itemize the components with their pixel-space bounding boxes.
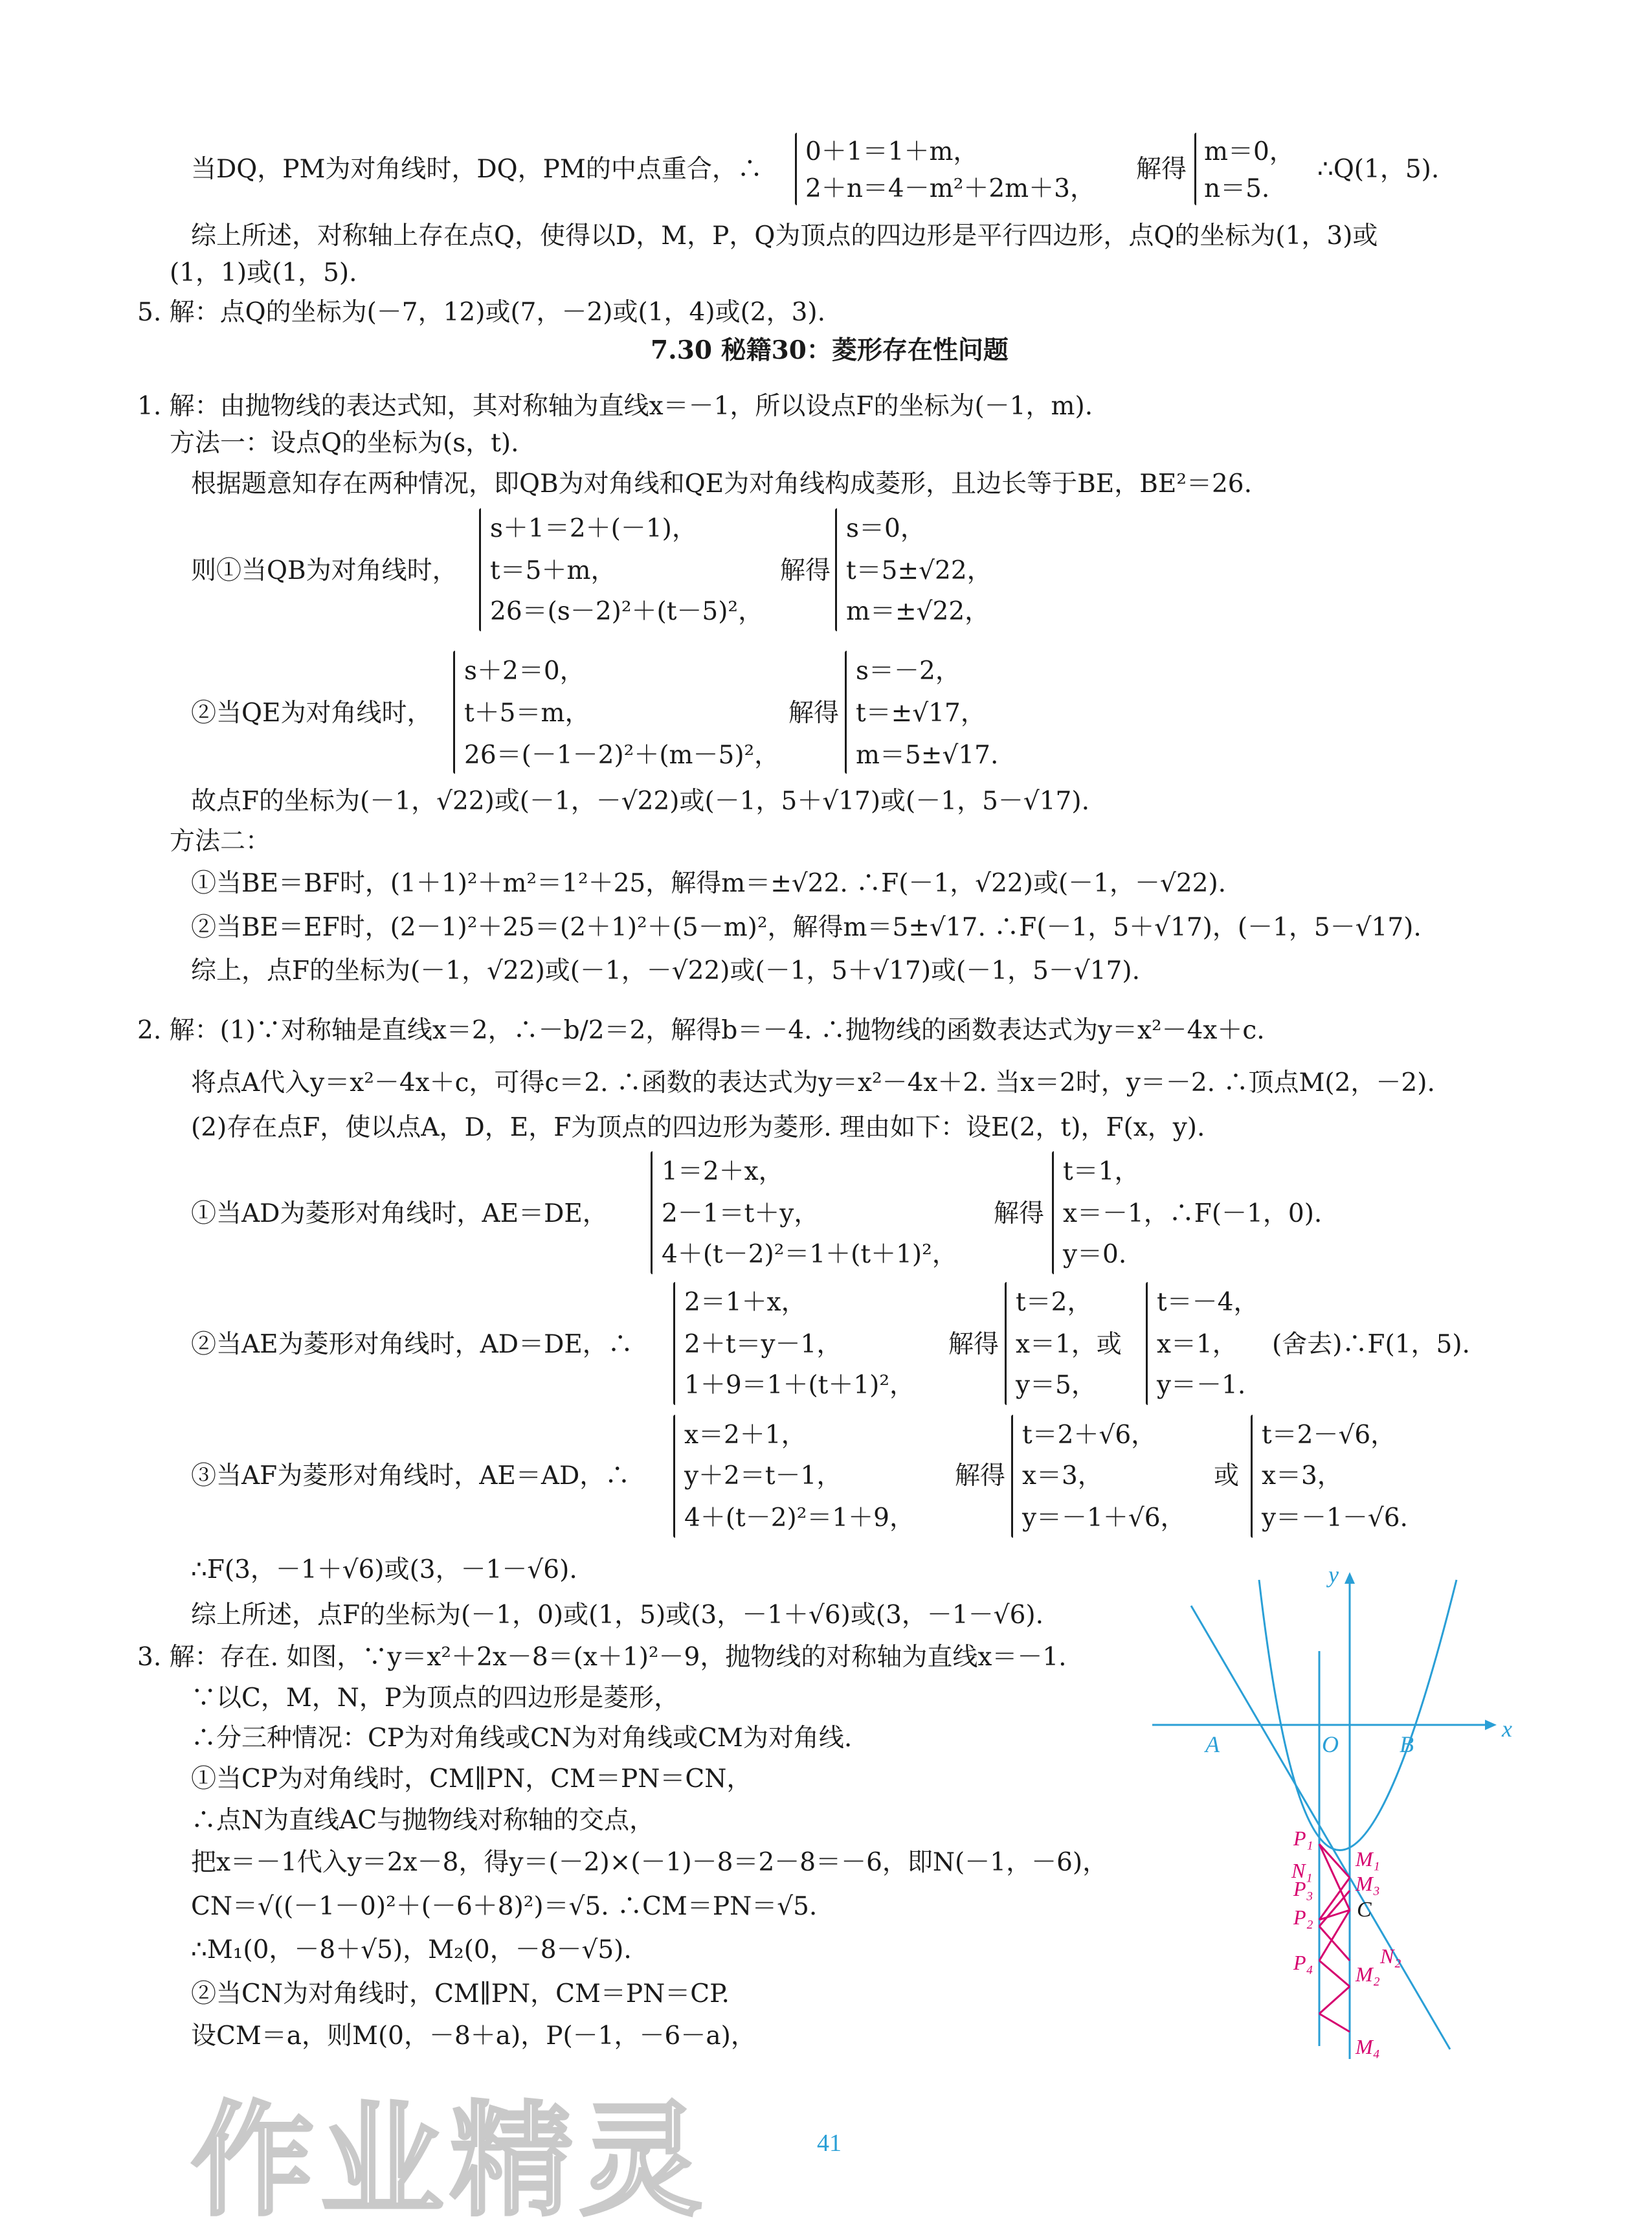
point-label: M₁ bbox=[1356, 1847, 1380, 1871]
brace bbox=[1251, 1415, 1253, 1538]
text-line: y＝－1. bbox=[1157, 1371, 1246, 1400]
brace bbox=[1052, 1151, 1054, 1274]
text-line: y＝－1－√6. bbox=[1262, 1503, 1408, 1533]
point-label: M₃ bbox=[1356, 1872, 1380, 1895]
text-line: m＝5±√17. bbox=[856, 741, 999, 770]
point-label: P₃ bbox=[1293, 1877, 1313, 1900]
text-line: 26＝(－1－2)²＋(m－5)²， bbox=[464, 741, 780, 770]
text-line: 解得 bbox=[955, 1461, 1006, 1491]
text-line: 解得 bbox=[994, 1199, 1045, 1228]
text-line: y＝－1＋√6， bbox=[1022, 1503, 1186, 1533]
text-line: m＝±√22， bbox=[846, 597, 990, 626]
text-line: ∴F(3，－1＋√6)或(3，－1－√6). bbox=[191, 1555, 577, 1584]
text-line: n＝5. bbox=[1204, 174, 1270, 203]
axis-label-x: x bbox=[1502, 1716, 1512, 1742]
text-line: 或 bbox=[1214, 1461, 1240, 1491]
brace bbox=[1011, 1415, 1013, 1538]
text-line: ①当BE＝BF时，(1＋1)²＋m²＝1²＋25，解得m＝±√22. ∴F(－1，√22)或(－1，－√22). bbox=[191, 869, 1227, 898]
text-line: t＝2－√6， bbox=[1262, 1421, 1396, 1450]
construction-line bbox=[1319, 1986, 1350, 2014]
text-line: CN＝√((－1－0)²＋(－6＋8)²)＝√5. ∴CM＝PN＝√5. bbox=[191, 1892, 818, 1921]
text-line: 2＋n＝4－m²＋2m＋3， bbox=[805, 174, 1095, 203]
text-line: t＝1， bbox=[1063, 1157, 1140, 1186]
text-line: 1. 解：由抛物线的表达式知，其对称轴为直线x＝－1，所以设点F的坐标为(－1，m). bbox=[137, 392, 1093, 421]
point-label: A bbox=[1205, 1731, 1220, 1757]
brace bbox=[835, 508, 837, 631]
text-line: m＝0， bbox=[1204, 137, 1295, 166]
text-line: 当DQ，PM为对角线时，DQ，PM的中点重合，∴ bbox=[191, 155, 763, 184]
text-line: x＝1， bbox=[1157, 1330, 1238, 1359]
text-line: 4＋(t－2)²＝1＋9， bbox=[684, 1503, 915, 1533]
text-line: (舍去)∴F(1，5). bbox=[1272, 1330, 1470, 1359]
text-line: 则①当QB为对角线时， bbox=[191, 556, 458, 585]
text-line: 2. 解：(1)∵对称轴是直线x＝2，∴－b/2＝2，解得b＝－4. ∴抛物线的函数表达式为y＝x²－4x＋c. bbox=[137, 1016, 1265, 1045]
text-line: t＋5＝m， bbox=[464, 699, 590, 728]
text-line: x＝2＋1， bbox=[684, 1421, 807, 1450]
text-line: 26＝(s－2)²＋(t－5)²， bbox=[490, 597, 764, 626]
text-line: 解得 bbox=[788, 699, 840, 728]
text-line: ∵以C，M，N，P为顶点的四边形是菱形， bbox=[191, 1683, 680, 1713]
text-line: 把x＝－1代入y＝2x－8，得y＝(－2)×(－1)－8＝2－8＝－6，即N(－1，－6)， bbox=[191, 1848, 1108, 1877]
brace bbox=[845, 651, 847, 774]
text-line: 设CM＝a，则M(0，－8＋a)，P(－1，－6－a)， bbox=[191, 2021, 756, 2051]
text-line: 1＝2＋x， bbox=[662, 1157, 784, 1186]
text-line: x＝－1，∴F(－1，0). bbox=[1063, 1199, 1323, 1228]
point-label: P₄ bbox=[1293, 1951, 1313, 1974]
parabola-figure bbox=[1152, 1567, 1515, 2059]
text-line: 综上所述，点F的坐标为(－1，0)或(1，5)或(3，－1＋√6)或(3，－1－√6). bbox=[191, 1601, 1044, 1630]
point-label: M₄ bbox=[1356, 2035, 1380, 2058]
text-line: ③当AF为菱形对角线时，AE＝AD，∴ bbox=[191, 1461, 631, 1491]
point-label: B bbox=[1400, 1731, 1414, 1757]
text-line: 2＋t＝y－1， bbox=[684, 1330, 842, 1359]
text-line: ②当BE＝EF时，(2－1)²＋25＝(2＋1)²＋(5－m)²，解得m＝5±√17. ∴F(－1，5＋√17)，(－1，5－√17). bbox=[191, 913, 1422, 942]
text-line: s＋1＝2＋(－1)， bbox=[490, 514, 697, 543]
text-line: t＝±√17， bbox=[856, 699, 986, 728]
point-label: M₂ bbox=[1356, 1963, 1380, 1986]
text-line: (1，1)或(1，5). bbox=[170, 258, 357, 287]
text-line: 解得 bbox=[948, 1330, 999, 1359]
text-line: ∴分三种情况：CP为对角线或CN为对角线或CM为对角线. bbox=[191, 1724, 853, 1753]
text-line: 根据题意知存在两种情况，即QB为对角线和QE为对角线构成菱形，且边长等于BE，BE²＝26. bbox=[191, 469, 1252, 499]
brace bbox=[795, 133, 797, 205]
axis-label-y: y bbox=[1328, 1567, 1339, 1588]
text-line: y＝0. bbox=[1063, 1240, 1127, 1269]
text-line: 方法一：设点Q的坐标为(s，t). bbox=[170, 429, 519, 458]
text-line: s＝0， bbox=[846, 514, 926, 543]
text-line: 将点A代入y＝x²－4x＋c，可得c＝2. ∴函数的表达式为y＝x²－4x＋2. 当x＝2时，y＝－2. ∴顶点M(2，－2). bbox=[191, 1068, 1435, 1097]
text-line: 0＋1＝1＋m， bbox=[805, 137, 979, 166]
text-line: y＋2＝t－1， bbox=[684, 1461, 842, 1491]
text-line: 3. 解：存在. 如图，∵y＝x²＋2x－8＝(x＋1)²－9，抛物线的对称轴为直线x＝－1. bbox=[137, 1643, 1067, 1672]
brace bbox=[673, 1415, 675, 1538]
text-line: 方法二： bbox=[170, 827, 271, 856]
construction-line bbox=[1319, 1926, 1350, 1961]
text-line: (2)存在点F，使以点A，D，E，F为顶点的四边形为菱形. 理由如下：设E(2，t)，F(x，y). bbox=[191, 1113, 1205, 1142]
brace bbox=[453, 651, 455, 774]
text-line: 解得 bbox=[1136, 155, 1187, 184]
text-line: ①当AD为菱形对角线时，AE＝DE， bbox=[191, 1199, 608, 1228]
text-line: 综上所述，对称轴上存在点Q，使得以D，M，P，Q为顶点的四边形是平行四边形，点Q的坐标为(1，3)或 bbox=[191, 221, 1378, 251]
text-line: ①当CP为对角线时，CM∥PN，CM＝PN＝CN， bbox=[191, 1764, 752, 1794]
construction-line bbox=[1319, 1891, 1350, 1926]
point-label: N₂ bbox=[1380, 1944, 1401, 1968]
point-label: O bbox=[1322, 1731, 1339, 1757]
text-line: t＝5＋m， bbox=[490, 556, 616, 585]
line-ac bbox=[1191, 1606, 1450, 2049]
brace bbox=[673, 1282, 675, 1405]
construction-line bbox=[1319, 2014, 1350, 2032]
page-number: 41 bbox=[817, 2130, 842, 2157]
parabola-curve bbox=[1259, 1580, 1457, 1851]
point-label: N₁ bbox=[1291, 1859, 1313, 1882]
text-line: 2＝1＋x， bbox=[684, 1288, 807, 1317]
text-line: 1＋9＝1＋(t＋1)²， bbox=[684, 1371, 915, 1400]
text-line: y＝5， bbox=[1016, 1371, 1097, 1400]
x-axis-arrow bbox=[1485, 1720, 1497, 1730]
text-line: s＋2＝0， bbox=[464, 657, 585, 686]
text-line: 4＋(t－2)²＝1＋(t＋1)²， bbox=[662, 1240, 957, 1269]
text-line: ②当QE为对角线时， bbox=[191, 699, 432, 728]
y-axis-arrow bbox=[1345, 1572, 1355, 1584]
brace bbox=[651, 1151, 653, 1274]
text-line: 故点F的坐标为(－1，√22)或(－1，－√22)或(－1，5＋√17)或(－1，5－√17). bbox=[191, 787, 1089, 816]
text-line: s＝－2， bbox=[856, 657, 961, 686]
brace bbox=[1194, 133, 1196, 205]
text-line: ②当CN为对角线时，CM∥PN，CM＝PN＝CP. bbox=[191, 1979, 730, 2008]
construction-line bbox=[1319, 1961, 1350, 1986]
watermark-logo: 作业精灵 bbox=[191, 2089, 709, 2233]
brace bbox=[1005, 1282, 1007, 1405]
brace bbox=[1146, 1282, 1148, 1405]
text-line: ∴M₁(0，－8＋√5)，M₂(0，－8－√5). bbox=[191, 1935, 632, 1964]
text-line: t＝－4， bbox=[1157, 1288, 1259, 1317]
text-line: t＝2＋√6， bbox=[1022, 1421, 1157, 1450]
text-line: t＝2， bbox=[1016, 1288, 1093, 1317]
text-line: 解得 bbox=[780, 556, 831, 585]
text-line: ∴点N为直线AC与抛物线对称轴的交点， bbox=[191, 1806, 655, 1835]
point-label: C bbox=[1357, 1898, 1372, 1922]
point-label: P₁ bbox=[1293, 1827, 1313, 1850]
brace bbox=[479, 508, 481, 631]
text-line: t＝5±√22， bbox=[846, 556, 992, 585]
text-line: 综上，点F的坐标为(－1，√22)或(－1，－√22)或(－1，5＋√17)或(－1，5－√17). bbox=[191, 956, 1140, 985]
section-heading: 7.30 秘籍30：菱形存在性问题 bbox=[651, 335, 1009, 365]
text-line: 2－1＝t＋y， bbox=[662, 1199, 820, 1228]
text-line: ②当AE为菱形对角线时，AD＝DE，∴ bbox=[191, 1330, 633, 1359]
point-label: P₂ bbox=[1293, 1906, 1313, 1929]
text-line: x＝3， bbox=[1262, 1461, 1343, 1491]
text-line: x＝1，或 bbox=[1016, 1330, 1122, 1359]
text-line: ∴Q(1，5). bbox=[1317, 155, 1440, 184]
text-line: 5. 解：点Q的坐标为(－7，12)或(7，－2)或(1，4)或(2，3). bbox=[137, 298, 826, 327]
text-line: x＝3， bbox=[1022, 1461, 1103, 1491]
